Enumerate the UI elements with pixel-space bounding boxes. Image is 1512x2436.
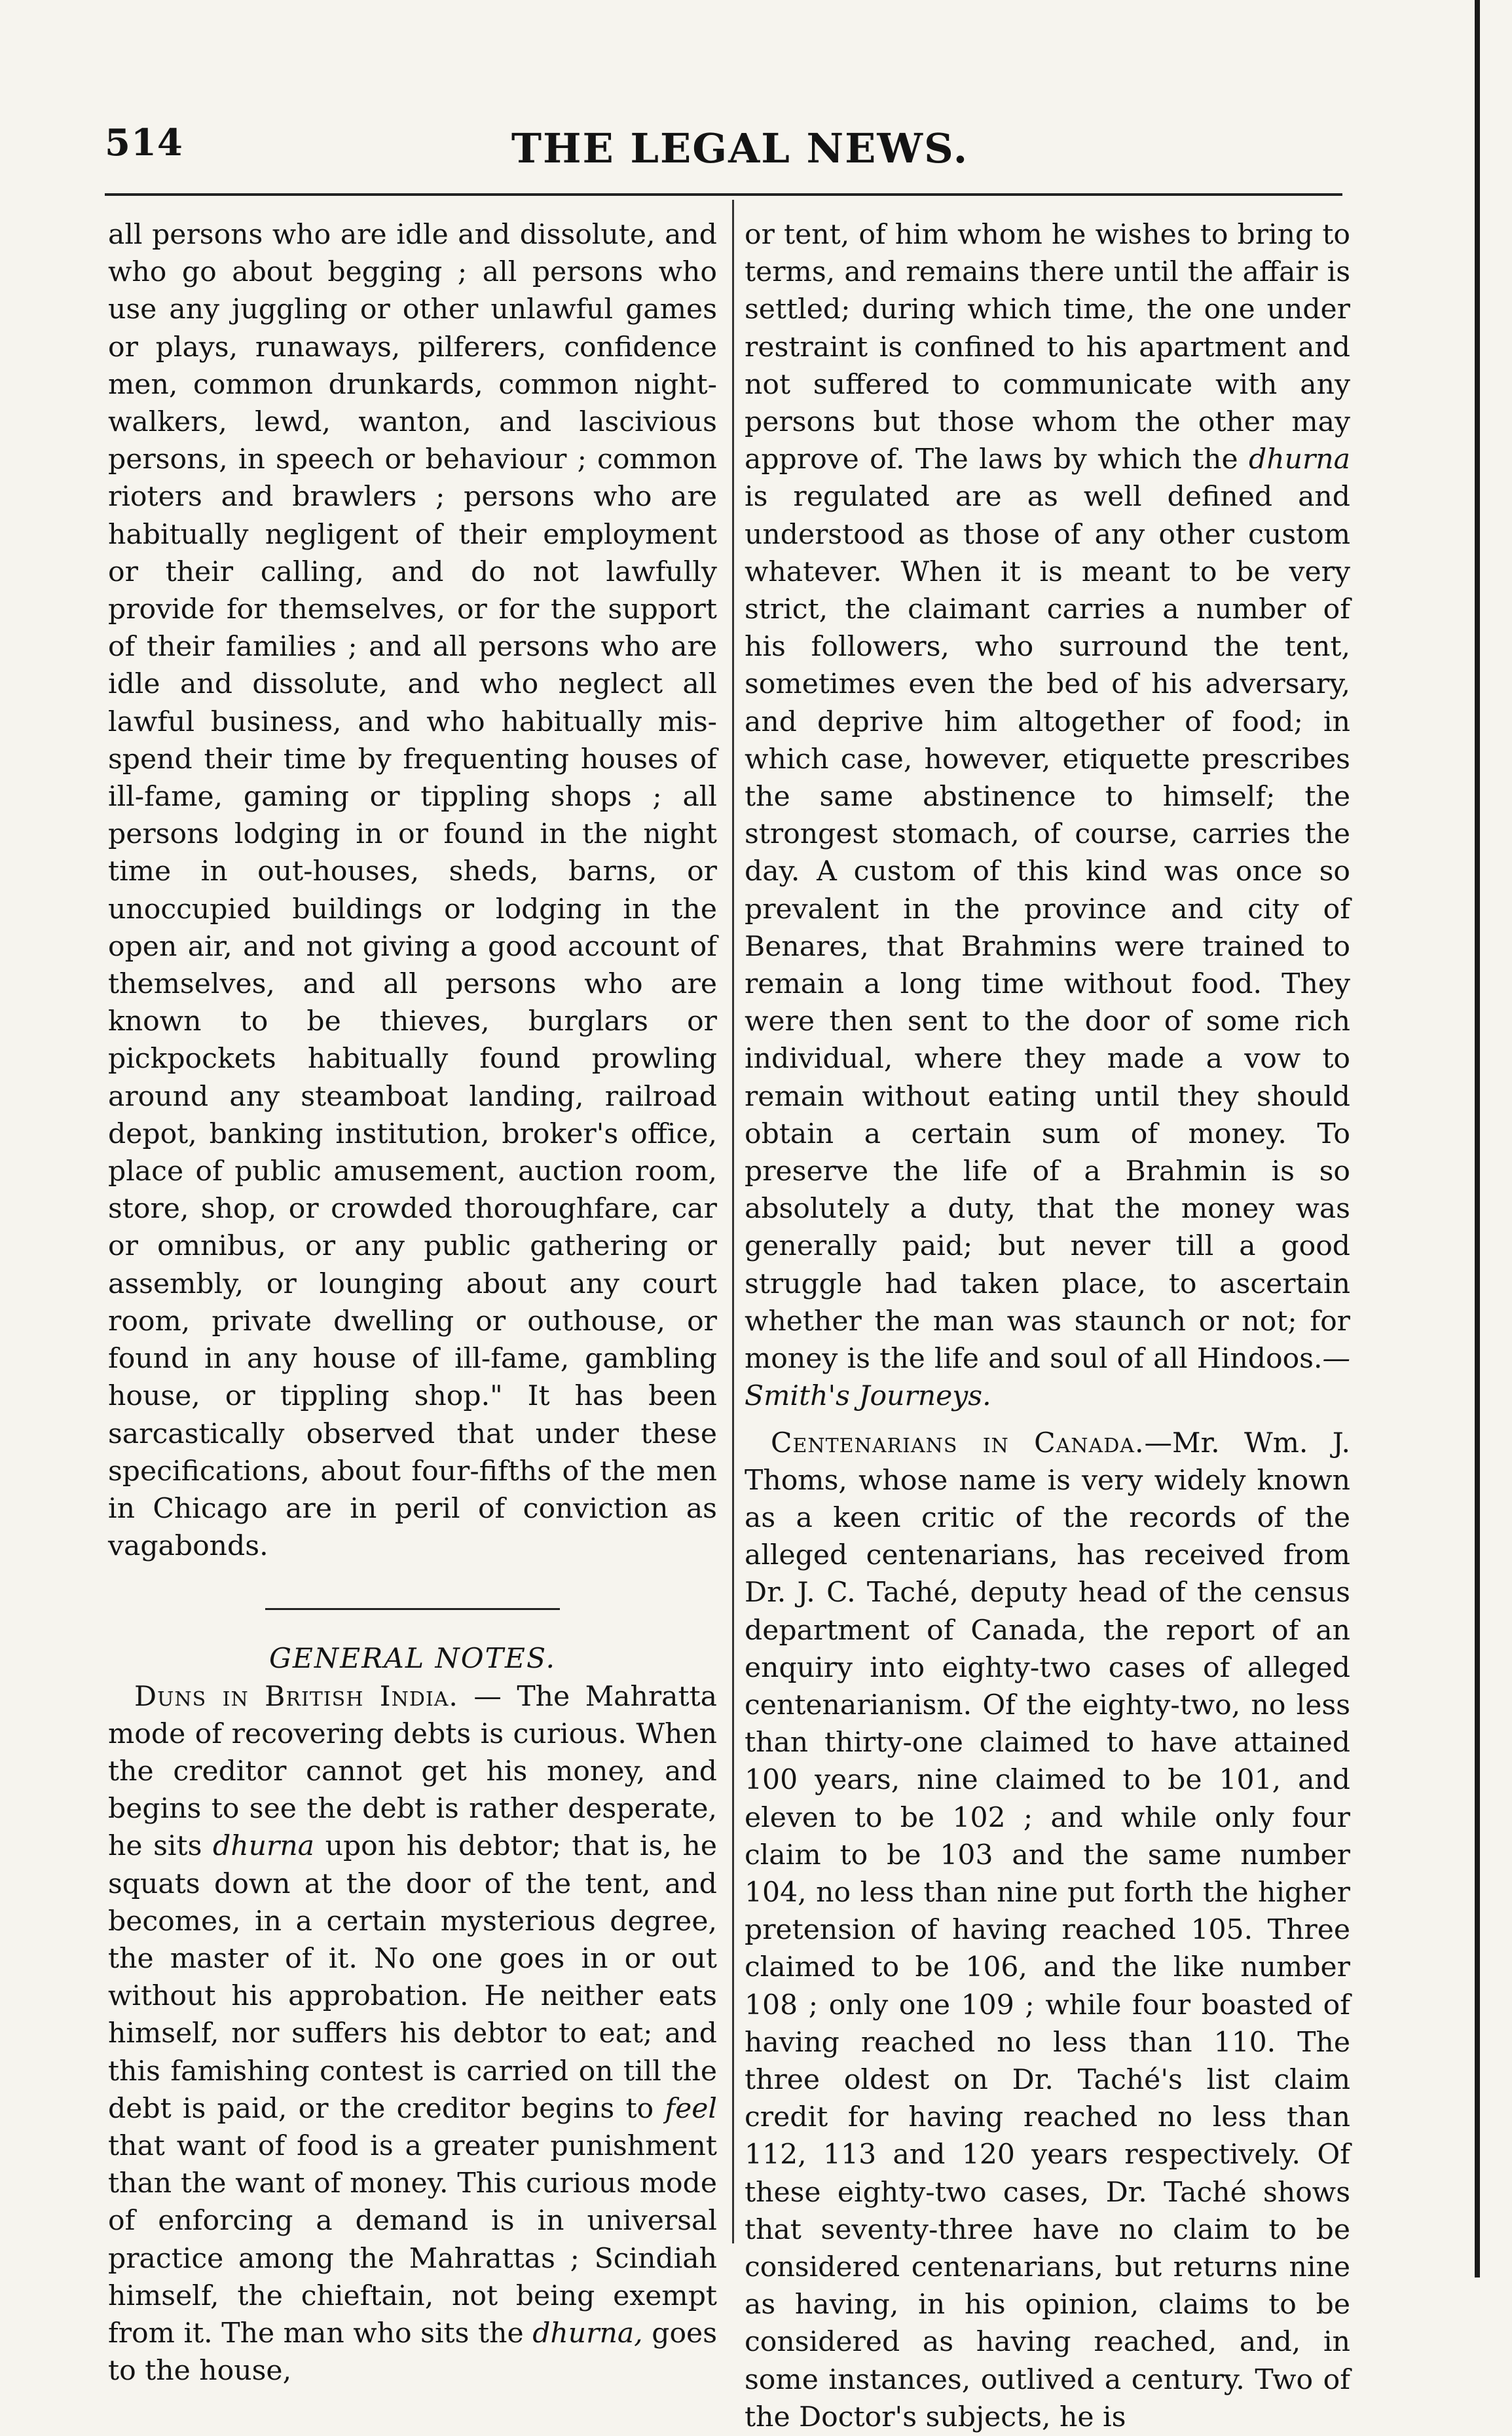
source-citation: —Smith's Journeys. [745, 1343, 1350, 1413]
feel-term: feel [665, 2092, 717, 2125]
duns-text-4: goes to the house, [108, 2317, 718, 2388]
dhurna-term: dhurna [1249, 443, 1350, 476]
column-divider [732, 200, 734, 2243]
duns-continued-text-1: or tent, of him whom he wishes to bring to terms, and remains there until the affair is settled; during which time, the one under restraint is confined to his apartment and not suffered to communicate with any persons but those whom the other may approve of. The laws by which the [745, 219, 1350, 476]
dhurna-term: dhurna, [532, 2317, 643, 2350]
section-heading: GENERAL NOTES. [268, 1643, 557, 1676]
duns-continued-text-2: is regulated are as well defined and understood as those of any other custom whatever. When it is meant to be very strict, the claimant carries a number of his followers, who surround the tent, sometimes even the bed of his adversary, and deprive him altogether of food; in which case, however, etiquette prescribes the same abstinence to himself; the strongest stomach, of course, carries the day. A custom of this kind was once so prevalent in the province and city of Benares, that Brahmins were trained to remain a long time without food. They were then sent to the door of some rich individual, where they made a vow to remain without eating until they should obtain a certain sum of money. To preserve the life of a Brahmin is so absolutely a duty, that the money was generally paid; but never till a good struggle had taken place, to ascertain whether the man was staunch or not; for money is the life and soul of all Hindoos. [745, 481, 1350, 1376]
header-rule [105, 193, 1342, 196]
duns-text-3: that want of food is a greater punishment than the want of money. This curious mode of enforcing a demand is in universal practice among the Mahrattas ; Scindiah himself, the chieftain, not being exempt from it. The man who sits the [108, 2129, 717, 2350]
left-column [108, 216, 717, 2389]
title-dash: — [458, 1680, 517, 1713]
duns-article-title: Duns in British India. [134, 1680, 458, 1713]
duns-text-1: The Mahratta mode of recovering debts is curious. When the creditor cannot get his money, and begins to see the debt is rather desperate, he sits [108, 1680, 717, 1863]
scan-edge-border [1475, 0, 1480, 2277]
section-divider [265, 1608, 560, 1610]
centenarians-article [745, 1425, 1350, 2436]
centenarians-article-title: Centenarians in Canada. [771, 1427, 1145, 1459]
page-number: 514 [105, 121, 183, 164]
title-dash: — [1144, 1427, 1172, 1459]
duns-article-continued [745, 216, 1350, 1415]
centenarians-text: Mr. Wm. J. Thoms, whose name is very widely known as a keen critic of the records of the alleged centenarians, has received from Dr. J. C. Taché, deputy head of the census department of Canada, the report of an enquiry into eighty-two cases of alleged centenarianism. Of the eighty-two, no less than thirty-one claimed to have attained 100 years, nine claimed to be 101, and eleven to be 102 ; and while only four claim to be 103 and the same number 104, no less than nine put forth the higher pretension of having reached 105. Three claimed to be 106, and the like number 108 ; only one 109 ; while four boasted of having reached no less than 110. The three oldest on Dr. Taché's list claim credit for having reached no less than 112, 113 and 120 years respectively. Of these eighty-two cases, Dr. Taché shows that seventy-three have no claim to be considered centenarians, but returns nine as having, in his opinion, claims to be considered as having reached, and, in some instances, outlived a century. Two of the Doctor's subjects, he is [745, 1427, 1350, 2433]
right-column [745, 216, 1350, 2436]
dhurna-term: dhurna [213, 1830, 314, 1863]
duns-article-start [108, 1678, 717, 2390]
duns-text-2: upon his debtor; that is, he squats down at the door of the tent, and becomes, in a certain mysterious degree, the master of it. No one goes in or out without his approbation. He neither eats himself, nor suffers his debtor to eat; and this famishing contest is carried on till the debt is paid, or the creditor begins to [108, 1830, 717, 2125]
running-title: THE LEGAL NEWS. [511, 124, 969, 172]
vagrancy-paragraph: all persons who are idle and dissolute, and who go about begging ; all persons who use any juggling or other unlawful games or plays, runaways, pilferers, confidence men, common drunkards, common night-walkers, lewd, wanton, and lascivious persons, in speech or behaviour ; common rioters and brawlers ; persons who are habitually negligent of their employment or their calling, and do not lawfully provide for themselves, or for the support of their families ; and all persons who are idle and dissolute, and who neglect all lawful business, and who habitually mis-spend their time by frequenting houses of ill-fame, gaming or tippling shops ; all persons lodging in or found in the night time in out-houses, sheds, barns, or unoccupied buildings or lodging in the open air, and not giving a good account of themselves, and all persons who are known to be thieves, burglars or pickpockets habitually found prowling around any steamboat landing, railroad depot, banking institution, broker's office, place of public amusement, auction room, store, shop, or crowded thoroughfare, car or omnibus, or any public gathering or assembly, or lounging about any court room, private dwelling or outhouse, or found in any house of ill-fame, gambling house, or tippling shop." It has been sarcastically observed that under these specifications, about four-fifths of the men in Chicago are in peril of conviction as vagabonds. [108, 219, 717, 1563]
